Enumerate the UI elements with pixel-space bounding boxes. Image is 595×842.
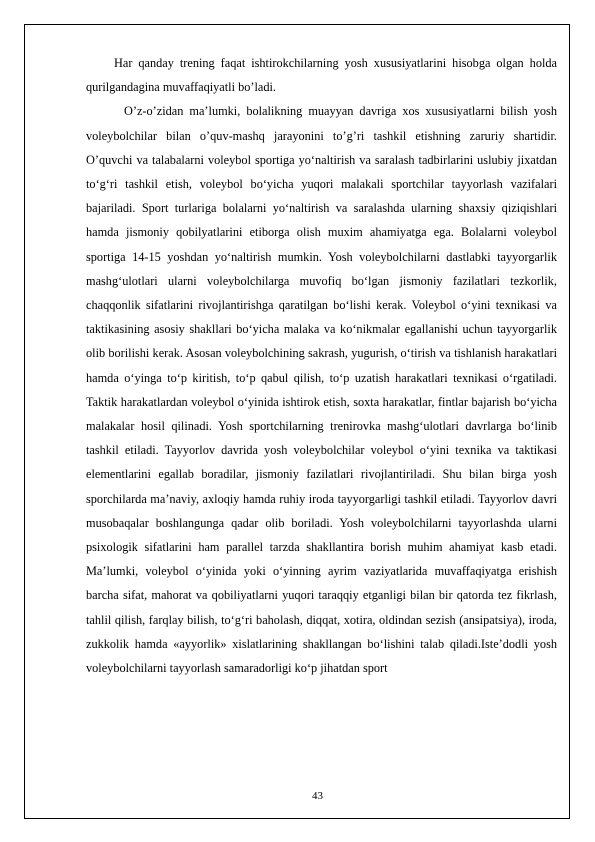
paragraph-1: Har qanday trening faqat ishtirokchilarning yosh xususiyatlarini hisobga olgan holda qurilgandagina muvaffaqiyatli bo’ladi. xyxy=(86,56,557,95)
page-number: 43 xyxy=(312,790,323,802)
document-body xyxy=(86,51,557,680)
paragraph-2: O’z-o’zidan ma’lumki, bolalikning muayyan davriga xos xususiyatlarni bilish yosh voleybolchilar bilan o’quv-mashq jarayonini to’g’ri tashkil etishning zaruriy shartidir. O’quvchi va talabalarni voleybol sportiga yo‘naltirish va saralash tadbirlarini uslubiy jixatdan to‘g‘ri tashkil etish, voleybol bo‘yicha yuqori malakali sportchilar tayyorlash vazifalari bajariladi. Sport turlariga bolalarni yo‘naltirish va saralashda ularning shaxsiy qiziqishlari hamda jismoniy qobilyatlarini etiborga olish muxim ahamiyatga ega. Bolalarni voleybol sportiga 14-15 yoshdan yo‘naltirish mumkin. Yosh voleybolchilarni dastlabki tayyorgarlik mashg‘ulotlari ularni voleybolchilarga muvofiq bo‘lgan jismoniy fazilatlari tezkorlik, chaqqonlik sifatlarini rivojlantirishga qaratilgan bo‘lishi kerak. Voleybol o‘yini texnikasi va taktikasining asosiy shakllari bo‘yicha malaka va ko‘nikmalar egallanishi uchun tayyorgarlik olib borilishi kerak. Asosan voleybolchining sakrash, yugurish, o‘tirish va tishlanish harakatlari hamda o‘yinga to‘p kiritish, to‘p qabul qilish, to‘p uzatish harakatlari texnikasi o‘rgatiladi. Taktik harakatlardan voleybol o‘yinida ishtirok etish, soxta harakatlar, fintlar bajarish bo‘yicha malakalar hosil qilinadi. Yosh sportchilarning trenirovka mashg‘ulotlari davrlarga bo‘linib tashkil etiladi. Tayyorlov davrida yosh voleybolchilar voleybol o‘yini texnika va taktikasi elementlarini egallab boradilar, jismoniy fazilatlari rivojlantiriladi. Shu bilan birga yosh sporchilarda ma’naviy, axloqiy hamda ruhiy iroda tayyorgarligi tashkil etiladi. Tayyorlov davri musobaqalar boshlangunga qadar olib boriladi. Yosh voleybolchilarni tayyorlashda ularni psixologik sifatlarini ham parallel tarzda shakllantira borish muhim ahamiyat kasb etadi. Ma’lumki, voleybol o‘yinida yoki o‘yinning ayrim vaziyatlarida muvaffaqiyatga erishish barcha sifat, mahorat va qobiliyatlarni yuqori taraqqiy etganligi bilan bir qatorda tez fikrlash, tahlil qilish, farqlay bilish, to‘g‘ri baholash, diqqat, xotira, oldindan sezish (ansipatsiya), iroda, zukkolik hamda «ayyorlik» xislatlarining shakllangan bo‘lishini talab qiladi.Iste’dodli yosh voleybolchilarni tayyorlash samaradorligi ko‘p jihatdan sport xyxy=(86,104,557,676)
